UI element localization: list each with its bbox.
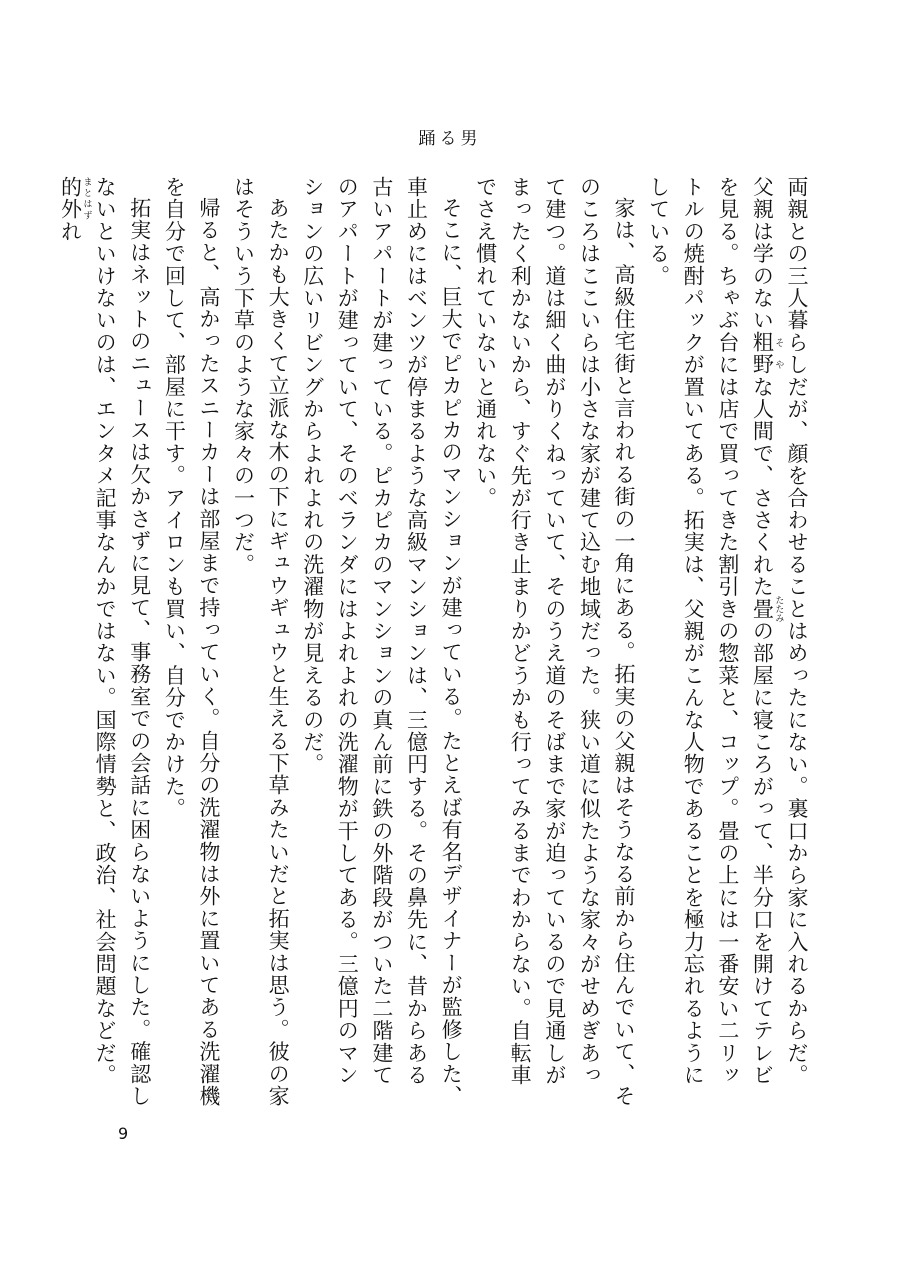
paragraph: 帰ると、高かったスニーカーは部屋まで持っていく。自分の洗濯物は外に置いてある洗濯機を自分で回して、部屋に干す。アイロンも買い、自分でかけた。 (162, 176, 221, 1108)
ruby-base: 畳 (750, 595, 775, 623)
text-run: 両親との三人暮らしだが、顔を合わせることはめったにない。裏口から家に入れるからだ。父親は学のない (750, 176, 809, 1087)
paragraph: そこに、巨大でピカピカのマンションが建っている。たとえば有名デザイナーが監修した、車止めにはベンツが停まるような高級マンションは、三億円する。その鼻先に、昔からある古いアパートが建っている。ピカピカのマンションの真ん前に鉄の外階段がついた二階建てのアパートが建っていて、そのベランダにはよれよれの洗濯物が干してある。三億円のマンションの広いリビングからよれよれの洗濯物が見えるのだ。 (300, 176, 464, 1108)
ruby-annotation (750, 331, 784, 376)
paragraph (641, 176, 814, 1108)
ruby-base: 粗野 (750, 331, 775, 376)
vertical-body-text (58, 176, 814, 1108)
ruby-annotation (58, 176, 92, 221)
running-head: 踊る男 (418, 129, 482, 149)
text-run: の部屋に寝ころがって、半分口を開けてテレビを見る。ちゃぶ台には店で買ってきた割引きの惣菜と、コップ。畳の上には一番安い二リットルの焼酎パックが置いてある。拓実は、父親がこんな人物であることを極力忘れるようにしている。 (646, 176, 775, 1087)
paragraph: 家は、高級住宅街と言われる街の一角にある。拓実の父親はそうなる前から住んでいて、そのころはここいらは小さな家が建て込む地域だった。狭い道に似たような家々がせめぎあって建つ。道は細く曲がりくねっていて、そのうえ道のそばまで家が迫っているので見通しがまったく利かないから、すぐ先が行き止まりかどうかも行ってみるまでわからない。自転車でさえ慣れていないと通れない。 (473, 176, 637, 1108)
ruby-reading: たたみ (773, 595, 784, 623)
text-run: 拓実はネットのニュースは欠かさずに見て、事務室での会話に困らないようにした。確認しないといけないのは、エンタメ記事なんかではない。国際情勢と、政治、社会問題などだ。 (93, 176, 152, 1108)
ruby-reading: そや (773, 331, 784, 376)
text-run: れ (58, 220, 83, 243)
paragraph (53, 176, 157, 1108)
ruby-base: 的外 (58, 176, 83, 221)
paragraph: あたかも大きくて立派な木の下にギュウギュウと生える下草みたいだと拓実は思う。彼の家はそういう下草のような家々の一つだ。 (231, 176, 291, 1108)
ruby-annotation (750, 595, 784, 623)
ruby-reading: まとはず (81, 176, 92, 221)
text-run: な人間で、ささくれた (750, 375, 775, 598)
page-number: 9 (118, 1124, 129, 1143)
